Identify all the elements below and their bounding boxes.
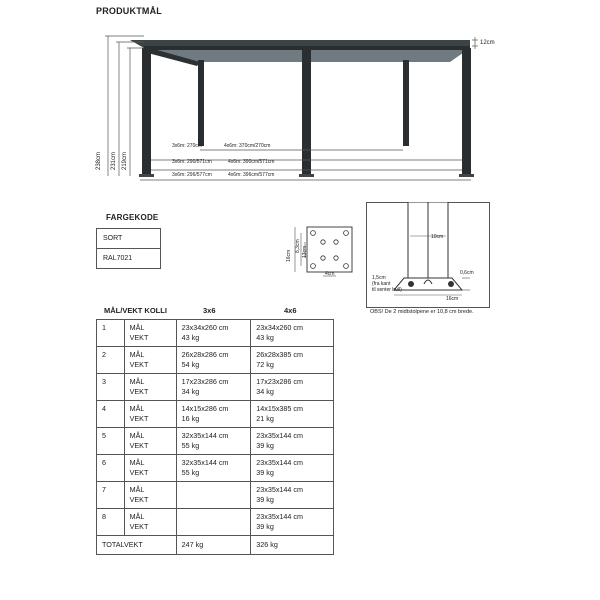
roof-height-label: 12cm (480, 40, 495, 46)
post-front-left (142, 48, 151, 176)
row-labels: MÅL VEKT (124, 482, 176, 509)
total-label: TOTALVEKT (97, 536, 177, 555)
post-front-middle (302, 48, 311, 176)
row-labels: MÅL VEKT (124, 509, 176, 536)
color-code: RAL7021 (97, 249, 161, 269)
row-labels: MÅL VEKT (124, 347, 176, 374)
row-4x6: 26x28x385 cm 72 kg (251, 347, 334, 374)
row-labels: MÅL VEKT (124, 374, 176, 401)
total-row (97, 536, 334, 555)
row-number: 1 (97, 320, 125, 347)
plate-thickness-label: 0,6cm (460, 270, 474, 276)
weights-table (96, 319, 334, 555)
table-row (97, 374, 334, 401)
table-row (97, 455, 334, 482)
table-row (97, 482, 334, 509)
dim-3x6-row3: 3x6m: 296/577cm (172, 172, 212, 178)
row-3x6 (176, 509, 251, 536)
weights-title: MÅL/VEKT KOLLI (104, 306, 167, 315)
row-4x6: 23x35x144 cm 39 kg (251, 428, 334, 455)
row-number: 3 (97, 374, 125, 401)
base-width-label: 16cm (446, 296, 459, 302)
row-3x6 (176, 482, 251, 509)
row-labels: MÅL VEKT (124, 320, 176, 347)
dim-4x6-row2: 4x6m: 390cm/571cm (228, 159, 275, 165)
dim-4x6-row3: 4x6m: 396cm/577cm (228, 172, 275, 178)
table-row (97, 401, 334, 428)
col-3x6-header: 3x6 (203, 306, 216, 315)
row-number: 7 (97, 482, 125, 509)
post-back-left (198, 60, 204, 146)
post-note: OBS! De 2 midtstolpene er 10,8 cm brede. (370, 309, 474, 315)
total-3x6: 247 kg (176, 536, 251, 555)
row-4x6: 17x23x286 cm 34 kg (251, 374, 334, 401)
height-label-219: 219cm (122, 151, 128, 170)
post-front-right (462, 48, 471, 176)
row-3x6: 14x15x286 cm 16 kg (176, 401, 251, 428)
plate-bottom-4: 4cm (325, 271, 335, 277)
row-4x6: 23x34x260 cm 43 kg (251, 320, 334, 347)
color-table (96, 228, 161, 269)
dim-4x6-row1: 4x6m: 370cm/270cm (224, 143, 271, 149)
row-number: 2 (97, 347, 125, 374)
height-label-231: 231cm (111, 151, 117, 170)
row-number: 5 (97, 428, 125, 455)
dim-3x6-row2: 3x6m: 290/571cm (172, 159, 212, 165)
row-3x6: 17x23x286 cm 34 kg (176, 374, 251, 401)
row-labels: MÅL VEKT (124, 455, 176, 482)
page-title: PRODUKTMÅL (96, 6, 162, 16)
row-4x6: 23x35x144 cm 39 kg (251, 482, 334, 509)
row-3x6: 26x28x286 cm 54 kg (176, 347, 251, 374)
row-labels: MÅL VEKT (124, 401, 176, 428)
row-number: 8 (97, 509, 125, 536)
dim-3x6-row1: 3x6m: 270cm (172, 143, 203, 149)
row-3x6: 32x35x144 cm 55 kg (176, 428, 251, 455)
row-labels: MÅL VEKT (124, 428, 176, 455)
row-4x6: 23x35x144 cm 39 kg (251, 509, 334, 536)
post-width-label: 10cm (431, 234, 444, 240)
row-number: 6 (97, 455, 125, 482)
row-3x6: 23x34x260 cm 43 kg (176, 320, 251, 347)
col-4x6-header: 4x6 (284, 306, 297, 315)
edge-distance-label: 1,5cm (fra kant til senter hull) (372, 275, 402, 293)
post-back-right (403, 60, 409, 146)
base-plate-diagram (285, 220, 365, 290)
total-4x6: 326 kg (251, 536, 334, 555)
pergola-diagram (0, 0, 600, 200)
plate-side-13: 13cm (302, 245, 308, 258)
plate-side-8-3: 8,3cm (295, 239, 301, 253)
table-row (97, 347, 334, 374)
color-title: FARGEKODE (106, 213, 159, 222)
row-4x6: 14x15x385 cm 21 kg (251, 401, 334, 428)
row-4x6: 23x35x144 cm 39 kg (251, 455, 334, 482)
plate-side-16: 16cm (286, 249, 292, 262)
height-label-238: 238cm (96, 151, 102, 170)
row-number: 4 (97, 401, 125, 428)
table-row (97, 320, 334, 347)
table-row (97, 509, 334, 536)
color-name: SORT (97, 229, 161, 249)
row-3x6: 32x35x144 cm 55 kg (176, 455, 251, 482)
table-row (97, 428, 334, 455)
